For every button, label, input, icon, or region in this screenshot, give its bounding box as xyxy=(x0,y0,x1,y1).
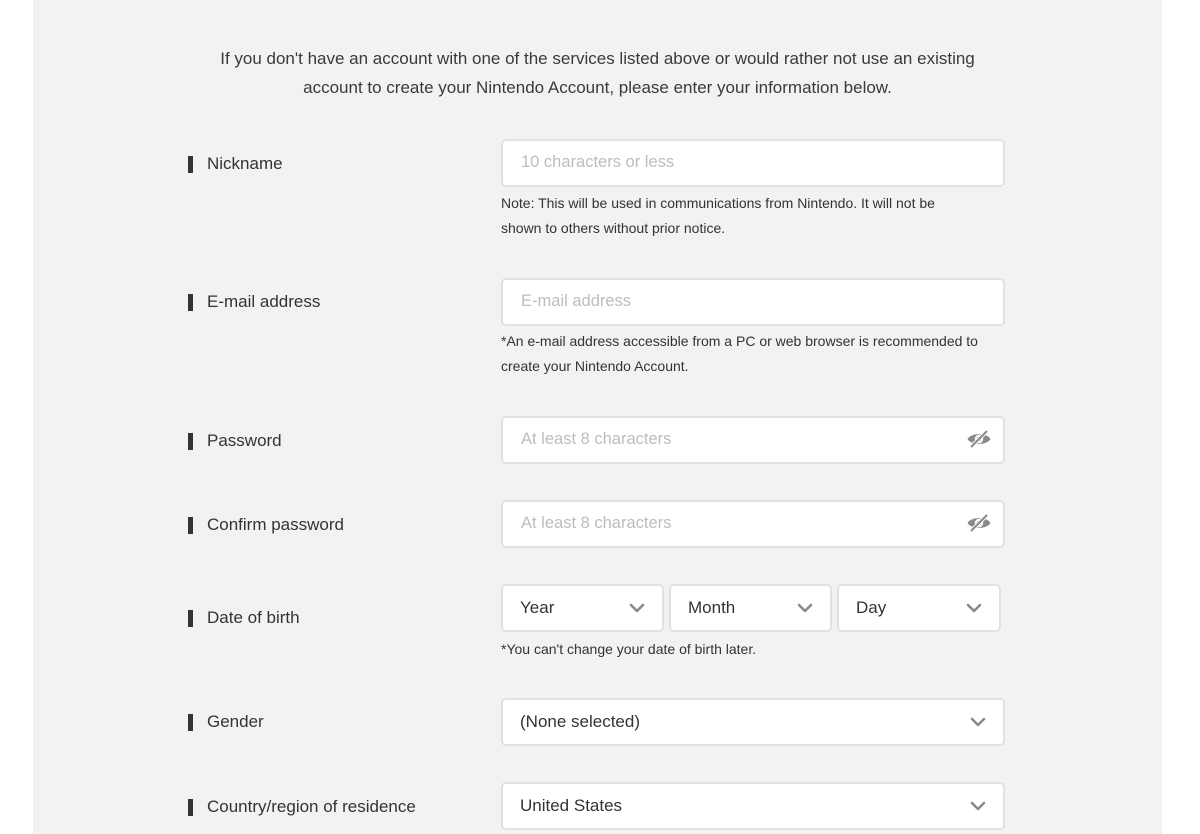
eye-slash-icon[interactable] xyxy=(966,429,992,449)
email-input[interactable] xyxy=(501,278,1005,326)
nickname-note-line-2: shown to others without prior notice. xyxy=(501,220,726,236)
intro-line-1: If you don't have an account with one of the services listed above or would rather not use an existing xyxy=(220,49,975,68)
birth-label: Date of birth xyxy=(188,607,300,629)
chevron-down-icon xyxy=(970,801,986,811)
birth-year-select[interactable] xyxy=(501,584,664,632)
nickname-note-line-1: Note: This will be used in communications from Nintendo. It will not be xyxy=(501,195,935,211)
intro-text xyxy=(33,44,1162,102)
chevron-down-icon xyxy=(629,603,645,613)
eye-slash-icon[interactable] xyxy=(966,513,992,533)
confirm-password-placeholder: At least 8 characters xyxy=(521,514,672,532)
birth-month-select[interactable] xyxy=(669,584,832,632)
country-label: Country/region of residence xyxy=(188,796,416,818)
country-select[interactable] xyxy=(501,782,1005,830)
birth-month-value: Month xyxy=(688,598,736,617)
email-label: E-mail address xyxy=(188,291,320,313)
birth-note: *You can't change your date of birth later. xyxy=(501,641,757,657)
gender-select[interactable] xyxy=(501,698,1005,746)
email-note-line-2: create your Nintendo Account. xyxy=(501,358,689,374)
password-label: Password xyxy=(188,430,282,452)
confirm-password-input[interactable] xyxy=(501,500,1005,548)
birth-day-value: Day xyxy=(856,598,887,617)
chevron-down-icon xyxy=(970,717,986,727)
gender-value: (None selected) xyxy=(520,712,641,731)
birth-year-value: Year xyxy=(520,598,555,617)
chevron-down-icon xyxy=(966,603,982,613)
nickname-label: Nickname xyxy=(188,153,283,175)
email-placeholder: E-mail address xyxy=(521,292,632,310)
nickname-note xyxy=(501,191,1011,241)
email-note-line-1: *An e-mail address accessible from a PC or web browser is recommended to xyxy=(501,333,978,349)
nickname-placeholder: 10 characters or less xyxy=(521,153,675,171)
confirm-password-label: Confirm password xyxy=(188,514,344,536)
chevron-down-icon xyxy=(797,603,813,613)
password-placeholder: At least 8 characters xyxy=(521,430,672,448)
email-note xyxy=(501,329,1011,379)
registration-form xyxy=(33,0,1162,834)
intro-line-2: account to create your Nintendo Account, please enter your information below. xyxy=(303,78,892,97)
country-value: United States xyxy=(520,796,623,815)
birth-day-select[interactable] xyxy=(837,584,1001,632)
gender-label: Gender xyxy=(188,711,264,733)
nickname-input[interactable] xyxy=(501,139,1005,187)
password-input[interactable] xyxy=(501,416,1005,464)
